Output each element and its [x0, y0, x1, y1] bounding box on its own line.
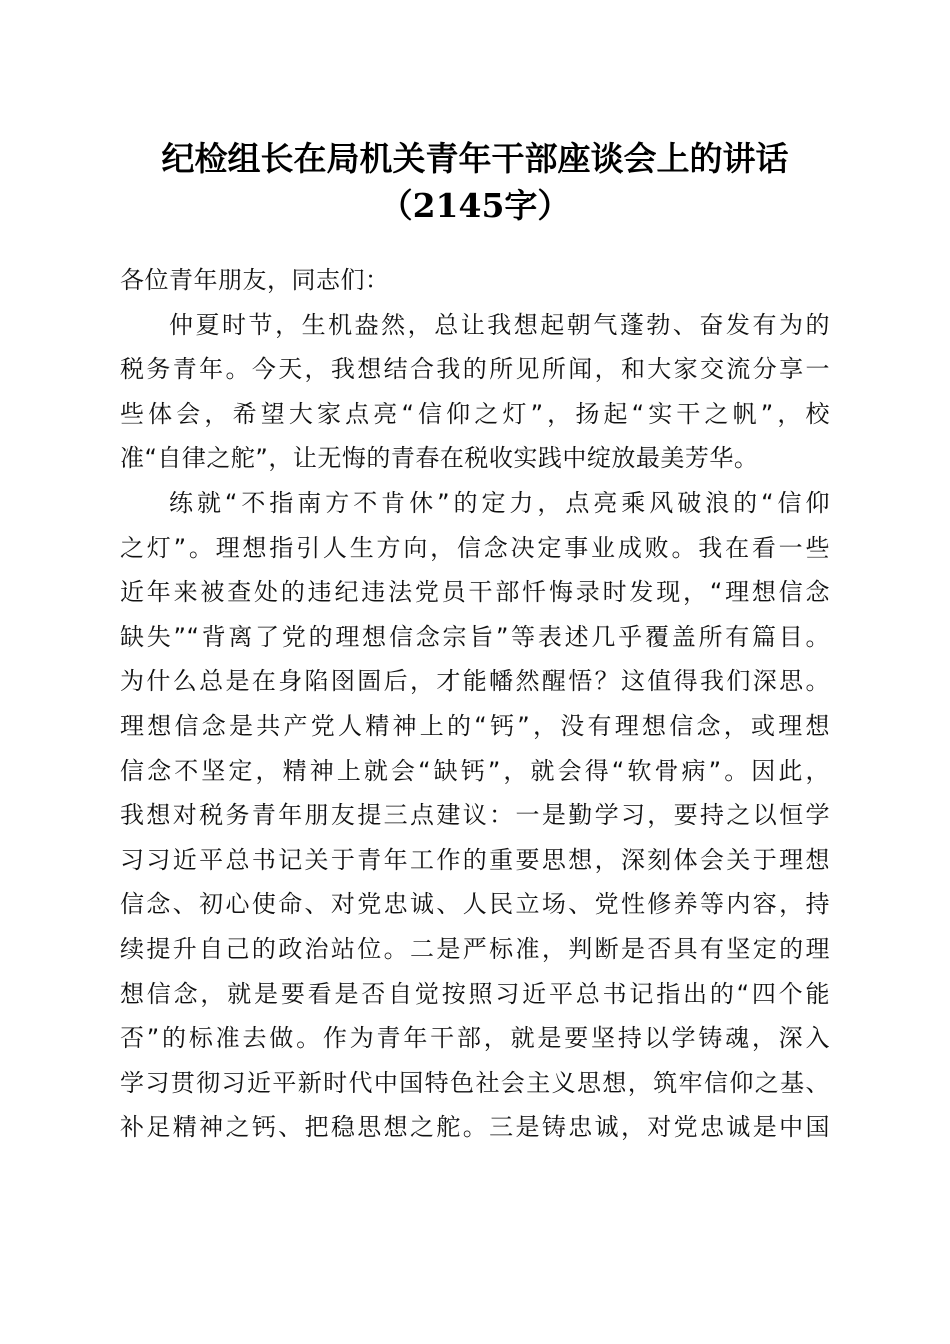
- paragraph-line: 税务青年。今天，我想结合我的所见所闻，和大家交流分享一: [120, 355, 830, 384]
- paragraph-line: 信念不坚定，精神上就会“缺钙”，就会得“软骨病”。因此，: [120, 756, 830, 785]
- paragraph-line: 仲夏时节，生机盎然，总让我想起朝气蓬勃、奋发有为的: [169, 310, 830, 339]
- document-title: 纪检组长在局机关青年干部座谈会上的讲话: [161, 139, 789, 178]
- paragraph-line: 为什么总是在身陷囹圄后，才能幡然醒悟？这值得我们深思。: [120, 667, 830, 696]
- paragraph-line: 否”的标准去做。作为青年干部，就是要坚持以学铸魂，深入: [120, 1024, 830, 1053]
- paragraph-line: 些体会，希望大家点亮“信仰之灯”，扬起“实干之帆”，校: [120, 399, 830, 428]
- document-word-count: （2145字）: [379, 186, 571, 225]
- paragraph-line: 补足精神之钙、把稳思想之舵。三是铸忠诚，对党忠诚是中国: [120, 1113, 830, 1142]
- paragraph-line: 续提升自己的政治站位。二是严标准，判断是否具有坚定的理: [120, 934, 830, 963]
- paragraph-line: 缺失”“背离了党的理想信念宗旨”等表述几乎覆盖所有篇目。: [120, 622, 830, 651]
- paragraph-line: 想信念，就是要看是否自觉按照习近平总书记指出的“四个能: [120, 979, 830, 1008]
- paragraph-line: 练就“不指南方不肯休”的定力，点亮乘风破浪的“信仰: [169, 488, 830, 517]
- paragraph-line: 准“自律之舵”，让无悔的青春在税收实践中绽放最美芳华。: [120, 444, 759, 473]
- paragraph-line: 理想信念是共产党人精神上的“钙”，没有理想信念，或理想: [120, 711, 830, 740]
- greeting: 各位青年朋友，同志们：: [120, 266, 390, 294]
- paragraph-line: 我想对税务青年朋友提三点建议：一是勤学习，要持之以恒学: [120, 801, 830, 830]
- paragraph-line: 之灯”。理想指引人生方向，信念决定事业成败。我在看一些: [120, 533, 830, 562]
- paragraph-line: 近年来被查处的违纪违法党员干部忏悔录时发现，“理想信念: [120, 578, 830, 607]
- paragraph-line: 学习贯彻习近平新时代中国特色社会主义思想，筑牢信仰之基、: [120, 1068, 830, 1097]
- paragraph-line: 习习近平总书记关于青年工作的重要思想，深刻体会关于理想: [120, 845, 830, 874]
- document-body: [120, 258, 830, 1150]
- paragraph-line: 信念、初心使命、对党忠诚、人民立场、党性修养等内容，持: [120, 890, 830, 919]
